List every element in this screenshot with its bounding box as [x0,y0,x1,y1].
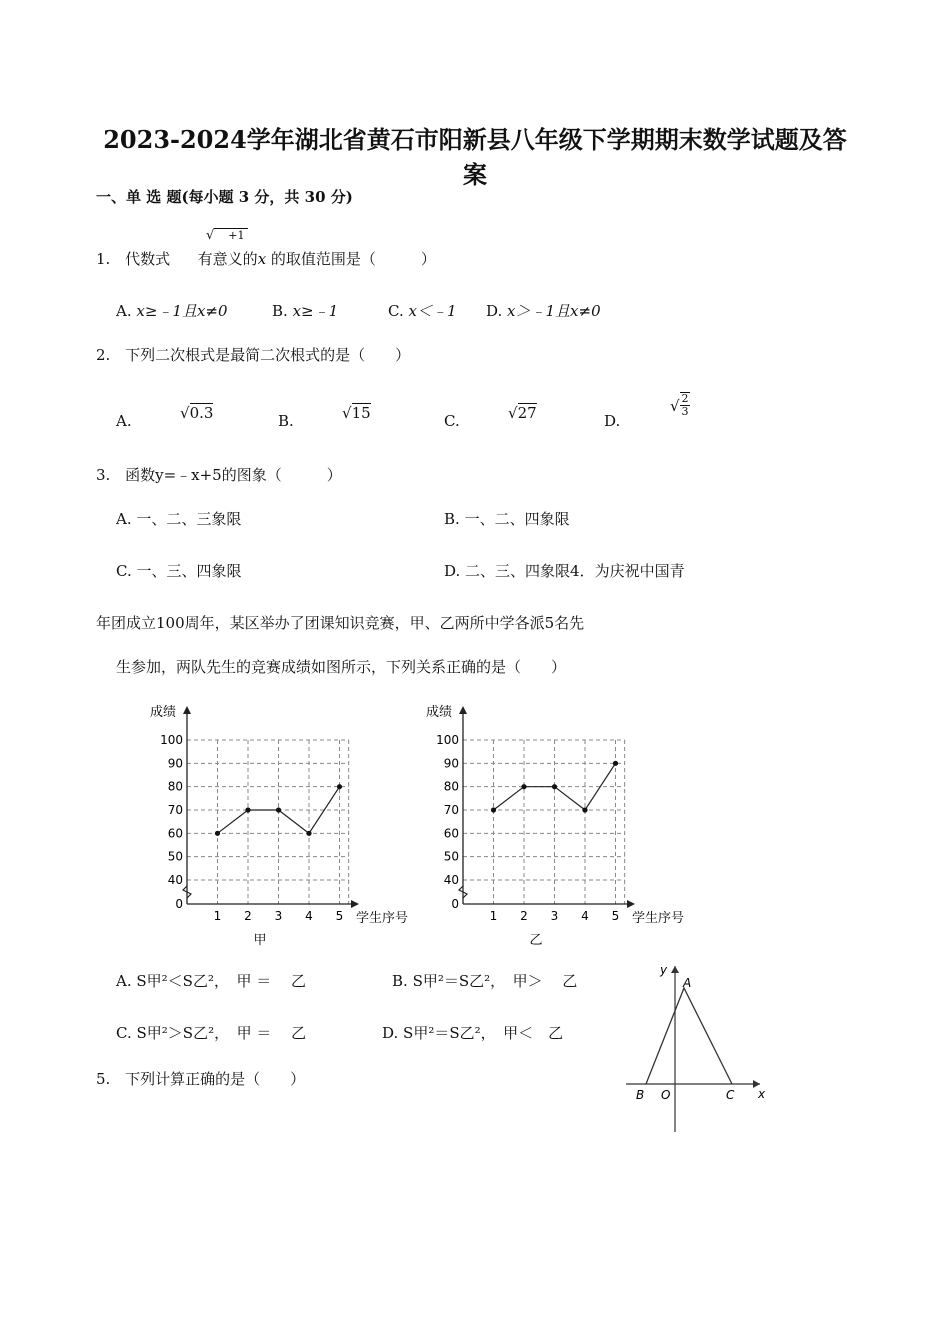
data-point [245,807,250,812]
y-tick-label: 70 [443,803,459,817]
y-tick-label: 90 [167,756,183,771]
q2-option-a-radical: √0.3 [180,404,214,422]
question-text: 下列二次根式是最简二次根式的是（ ） [125,346,411,364]
y-tick-label: 50 [167,849,183,864]
y-tick-label: 40 [167,873,183,887]
label-y: y [660,963,668,977]
label-b: B [636,1088,645,1102]
triangle-abc [646,988,732,1084]
document-title-line2: 案 [463,160,487,189]
q4-option-c[interactable]: C. S甲²＞S乙²， 甲 ＝ 乙 [116,1024,307,1042]
q3-option-c[interactable]: C. 一、三、四象限 [116,562,242,580]
chart-title: 甲 [253,933,267,948]
q2-option-c-radical: √27 [508,404,537,422]
y-tick-label: 60 [443,826,459,841]
x-tick-label: 4 [305,909,313,923]
y-tick-label: 70 [167,803,183,817]
chart-jia [140,698,430,948]
x-axis-label: 学生序号 [632,911,685,926]
question-text: 有意义的 [197,250,258,268]
y-tick-label: 100 [160,733,183,747]
y-axis-arrow-icon [183,706,191,714]
question-4-line1: 年团成立100周年，某区举办了团课知识竞赛，甲、乙两所中学各派5名先 [96,614,585,632]
chart-yi [416,698,706,948]
data-point [552,784,557,789]
data-point [491,807,496,812]
q2-option-b-radical: √15 [342,404,371,422]
q4-option-d[interactable]: D. S甲²＝S乙²， 甲＜ 乙 [382,1024,564,1042]
chart-title: 乙 [529,933,543,948]
q1-option-b[interactable]: B. x≥﹣1 [272,302,339,320]
q2-option-c-label[interactable]: C. [444,412,460,430]
x-tick-label: 5 [611,909,620,923]
data-point [306,831,311,836]
question-text: 的取值范围是（ ） [266,250,436,268]
question-3 [96,464,342,485]
x-tick-label: 5 [335,909,344,923]
q3-option-a[interactable]: A. 一、二、三象限 [116,510,242,528]
question-text: 函数y=﹣x+5的图象（ ） [125,466,342,484]
x-axis-arrow-icon [627,900,635,908]
fraction-numerator: 2 [681,392,689,405]
x-tick-label: 3 [274,909,283,923]
question-number: 2. [96,346,111,364]
label-x: x [758,1087,766,1101]
question-text: 代数式 [125,250,171,268]
y-tick-label: 80 [167,779,183,794]
y-axis-label: 成绩 [426,705,453,720]
x-tick-label: 1 [489,909,498,923]
x-axis-label: 学生序号 [356,911,409,926]
section-heading: 一、单 选 题(每小题 3 分，共 30 分) [96,188,353,206]
y-tick-label: 50 [443,849,459,864]
question-number: 1. [96,250,111,268]
label-c: C [726,1088,735,1102]
q2-option-b-label[interactable]: B. [278,412,294,430]
y-axis-label: 成绩 [150,705,177,720]
x-tick-label: 2 [520,909,528,923]
q2-option-d-label[interactable]: D. [604,412,621,430]
x-tick-label: 3 [550,909,559,923]
y-axis-arrow-icon [459,706,467,714]
y-tick-label: 60 [167,826,183,841]
question-5 [96,1068,305,1089]
variable-x: x [257,250,267,268]
y-tick-label: 0 [175,897,183,911]
y-axis-arrow-icon [671,966,679,973]
radical-expression: √ +1 [206,228,248,243]
x-tick-label: 1 [213,909,222,923]
question-2 [96,344,410,365]
q1-option-a[interactable]: A. x≥﹣1且x≠0 [116,302,228,320]
question-1 [96,248,436,269]
y-tick-label: 90 [443,756,459,771]
question-number: 3. [96,466,111,484]
radicand: +1 [214,228,247,242]
label-a: A [683,976,692,990]
document-title-line1: 2023-2024学年湖北省黄石市阳新县八年级下学期期末数学试题及答 [103,125,847,154]
y-tick-label: 100 [436,733,459,747]
question-4-line2: 生参加，两队先生的竞赛成绩如图所示，下列关系正确的是（ ） [116,658,567,676]
data-point [215,831,220,836]
q1-option-d[interactable]: D. x＞﹣1且x≠0 [486,302,601,320]
y-tick-label: 40 [443,873,459,887]
q1-option-c[interactable]: C. x＜﹣1 [388,302,457,320]
question-number: 5. [96,1070,111,1088]
q3-option-d[interactable]: D. 二、三、四象限4．为庆祝中国青 [444,562,685,580]
x-tick-label: 2 [244,909,252,923]
q4-option-b[interactable]: B. S甲²＝S乙²， 甲＞ 乙 [392,972,578,990]
fraction-denominator: 3 [681,405,689,418]
data-point [582,807,587,812]
q3-option-b[interactable]: B. 一、二、四象限 [444,510,570,528]
data-point [613,761,618,766]
data-point [276,807,281,812]
q2-option-a-label[interactable]: A. [116,412,132,430]
label-o: O [661,1088,671,1102]
y-tick-label: 80 [443,779,459,794]
data-point [521,784,526,789]
x-axis-arrow-icon [351,900,359,908]
triangle-figure [620,960,780,1140]
x-tick-label: 4 [581,909,589,923]
q4-option-a[interactable]: A. S甲²＜S乙²， 甲 ＝ 乙 [116,972,307,990]
question-text: 下列计算正确的是（ ） [125,1070,306,1088]
y-tick-label: 0 [451,897,459,911]
data-point [337,784,342,789]
